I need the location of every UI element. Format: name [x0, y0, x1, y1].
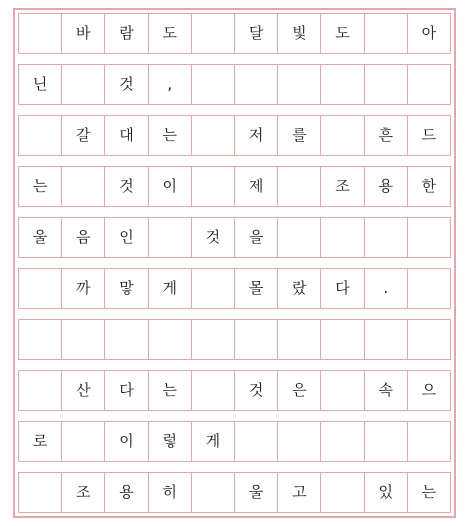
- manuscript-cell: 대: [104, 115, 148, 156]
- manuscript-cell: 는: [148, 370, 192, 411]
- manuscript-cell: [61, 64, 105, 105]
- manuscript-cell: [320, 64, 364, 105]
- manuscript-cell: [18, 319, 62, 360]
- manuscript-cell: 울: [18, 217, 62, 258]
- manuscript-cell: 까: [61, 268, 105, 309]
- manuscript-cell: [320, 472, 364, 513]
- manuscript-cell: [148, 217, 192, 258]
- manuscript-cell: [191, 115, 235, 156]
- manuscript-cell: [61, 166, 105, 207]
- manuscript-cell: [18, 13, 62, 54]
- manuscript-cell: 산: [61, 370, 105, 411]
- manuscript-cell: 아: [407, 13, 451, 54]
- manuscript-cell: 있: [364, 472, 408, 513]
- manuscript-cell: [320, 217, 364, 258]
- manuscript-cell: [407, 268, 451, 309]
- manuscript-cell: [104, 319, 148, 360]
- manuscript-cell: 도: [148, 13, 192, 54]
- manuscript-cell: 흔: [364, 115, 408, 156]
- manuscript-cell: 고: [277, 472, 321, 513]
- manuscript-cell: 조: [61, 472, 105, 513]
- manuscript-cell: 게: [148, 268, 192, 309]
- manuscript-cell: [364, 64, 408, 105]
- manuscript-row: [18, 115, 451, 156]
- manuscript-cell: [18, 115, 62, 156]
- manuscript-cell: 는: [18, 166, 62, 207]
- manuscript-row: [18, 421, 451, 462]
- manuscript-cell: 용: [104, 472, 148, 513]
- manuscript-cell: 이: [104, 421, 148, 462]
- manuscript-cell: [364, 217, 408, 258]
- manuscript-cell: 달: [234, 13, 278, 54]
- manuscript-cell: 히: [148, 472, 192, 513]
- manuscript-row: [18, 64, 451, 105]
- manuscript-cell: [61, 319, 105, 360]
- manuscript-cell: [191, 64, 235, 105]
- manuscript-cell: [364, 319, 408, 360]
- manuscript-cell: [407, 64, 451, 105]
- manuscript-cell: [191, 319, 235, 360]
- manuscript-cell: 한: [407, 166, 451, 207]
- manuscript-cell: [191, 268, 235, 309]
- manuscript-cell: [191, 166, 235, 207]
- manuscript-cell: 저: [234, 115, 278, 156]
- manuscript-cell: [191, 472, 235, 513]
- manuscript-cell: 렇: [148, 421, 192, 462]
- manuscript-cell: [277, 217, 321, 258]
- manuscript-cell: [364, 421, 408, 462]
- manuscript-cell: 빛: [277, 13, 321, 54]
- manuscript-cell: [234, 319, 278, 360]
- manuscript-cell: [234, 64, 278, 105]
- manuscript-cell: 것: [104, 166, 148, 207]
- manuscript-cell: [277, 64, 321, 105]
- manuscript-cell: [148, 319, 192, 360]
- manuscript-cell: 맣: [104, 268, 148, 309]
- manuscript-cell: 닌: [18, 64, 62, 105]
- manuscript-row: [18, 319, 451, 360]
- manuscript-cell: 람: [104, 13, 148, 54]
- manuscript-cell: 조: [320, 166, 364, 207]
- manuscript-cell: [320, 115, 364, 156]
- manuscript-cell: [191, 370, 235, 411]
- manuscript-cell: 는: [407, 472, 451, 513]
- manuscript-cell: .: [364, 268, 408, 309]
- manuscript-cell: ,: [148, 64, 192, 105]
- manuscript-row: [18, 217, 451, 258]
- manuscript-cell: 을: [234, 217, 278, 258]
- manuscript-cell: 것: [234, 370, 278, 411]
- manuscript-cell: 이: [148, 166, 192, 207]
- manuscript-cell: [18, 268, 62, 309]
- manuscript-cell: [234, 421, 278, 462]
- manuscript-cell: [320, 319, 364, 360]
- manuscript-cell: 도: [320, 13, 364, 54]
- manuscript-cell: 인: [104, 217, 148, 258]
- manuscript-row: [18, 268, 451, 309]
- manuscript-cell: [320, 421, 364, 462]
- manuscript-cell: 다: [104, 370, 148, 411]
- manuscript-cell: 몰: [234, 268, 278, 309]
- manuscript-cell: [18, 472, 62, 513]
- manuscript-cell: [407, 319, 451, 360]
- manuscript-cell: [277, 421, 321, 462]
- manuscript-cell: 는: [148, 115, 192, 156]
- manuscript-cell: 갈: [61, 115, 105, 156]
- manuscript-row: [18, 370, 451, 411]
- manuscript-cell: [364, 13, 408, 54]
- manuscript-cell: [18, 370, 62, 411]
- manuscript-cell: [277, 319, 321, 360]
- manuscript-cell: 것: [104, 64, 148, 105]
- manuscript-cell: 랐: [277, 268, 321, 309]
- manuscript-cell: 은: [277, 370, 321, 411]
- manuscript-cell: [191, 13, 235, 54]
- manuscript-cell: 로: [18, 421, 62, 462]
- manuscript-cell: [407, 421, 451, 462]
- manuscript-cell: 다: [320, 268, 364, 309]
- manuscript-cell: 음: [61, 217, 105, 258]
- manuscript-cell: 용: [364, 166, 408, 207]
- manuscript-cell: [61, 421, 105, 462]
- manuscript-cell: 게: [191, 421, 235, 462]
- manuscript-cell: [320, 370, 364, 411]
- manuscript-cell: 울: [234, 472, 278, 513]
- manuscript-row: [18, 13, 451, 54]
- manuscript-cell: [277, 166, 321, 207]
- manuscript-cell: 으: [407, 370, 451, 411]
- manuscript-cell: 드: [407, 115, 451, 156]
- manuscript-cell: 제: [234, 166, 278, 207]
- manuscript-cell: 를: [277, 115, 321, 156]
- manuscript-row: [18, 472, 451, 513]
- manuscript-sheet: [13, 8, 456, 518]
- manuscript-row: [18, 166, 451, 207]
- manuscript-cell: [407, 217, 451, 258]
- manuscript-cell: 속: [364, 370, 408, 411]
- manuscript-cell: 것: [191, 217, 235, 258]
- manuscript-cell: 바: [61, 13, 105, 54]
